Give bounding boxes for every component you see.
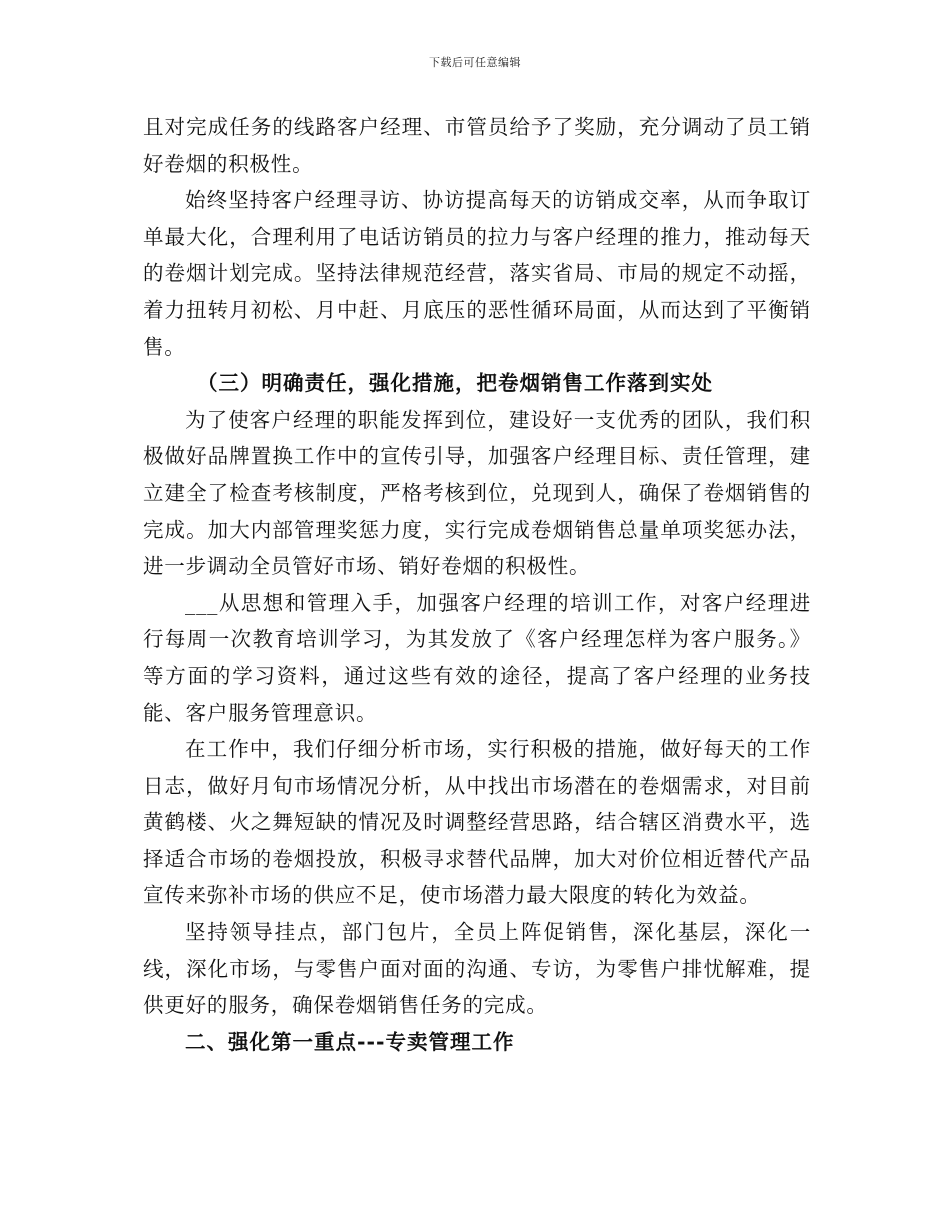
document-body xyxy=(143,109,811,1060)
paragraph: 为了使客户经理的职能发挥到位，建设好一支优秀的团队，我们积极做好品牌置换工作中的宣传引导，加强客户经理目标、责任管理，建立建全了检查考核制度，严格考核到位，兑现到人，确保了卷烟销售的完成。加大内部管理奖惩力度，实行完成卷烟销售总量单项奖惩办法，进一步调动全员管好市场、销好卷烟的积极性。 xyxy=(143,407,811,579)
paragraph: 始终坚持客户经理寻访、协访提高每天的访销成交率，从而争取订单最大化，合理利用了电话访销员的拉力与客户经理的推力，推动每天的卷烟计划完成。坚持法律规范经营，落实省局、市局的规定不动摇，着力扭转月初松、月中赶、月底压的恶性循环局面，从而达到了平衡销售。 xyxy=(143,188,811,359)
chapter-heading: 二、强化第一重点---专卖管理工作 xyxy=(185,1029,515,1054)
paragraph: ___从思想和管理入手，加强客户经理的培训工作，对客户经理进行每周一次教育培训学习，为其发放了《客户经理怎样为客户服务。》等方面的学习资料，通过这些有效的途径，提高了客户经理的业务技能、客户服务管理意识。 xyxy=(143,590,811,725)
page-header: 下载后可任意编辑 xyxy=(429,56,521,69)
paragraph: 且对完成任务的线路客户经理、市管员给予了奖励，充分调动了员工销好卷烟的积极性。 xyxy=(143,115,811,176)
paragraph: 在工作中，我们仔细分析市场，实行积极的措施，做好每天的工作日志，做好月旬市场情况分析，从中找出市场潜在的卷烟需求，对目前黄鹤楼、火之舞短缺的情况及时调整经营思路，结合辖区消费水平，选择适合市场的卷烟投放，积极寻求替代品牌，加大对价位相近替代产品宣传来弥补市场的供应不足，使市场潜力最大限度的转化为效益。 xyxy=(143,737,811,908)
paragraph: 坚持领导挂点，部门包片，全员上阵促销售，深化基层，深化一线，深化市场，与零售户面对面的沟通、专访，为零售户排忧解难，提供更好的服务，确保卷烟销售任务的完成。 xyxy=(143,920,811,1018)
section-heading: （三）明确责任，强化措施，把卷烟销售工作落到实处 xyxy=(197,371,713,396)
